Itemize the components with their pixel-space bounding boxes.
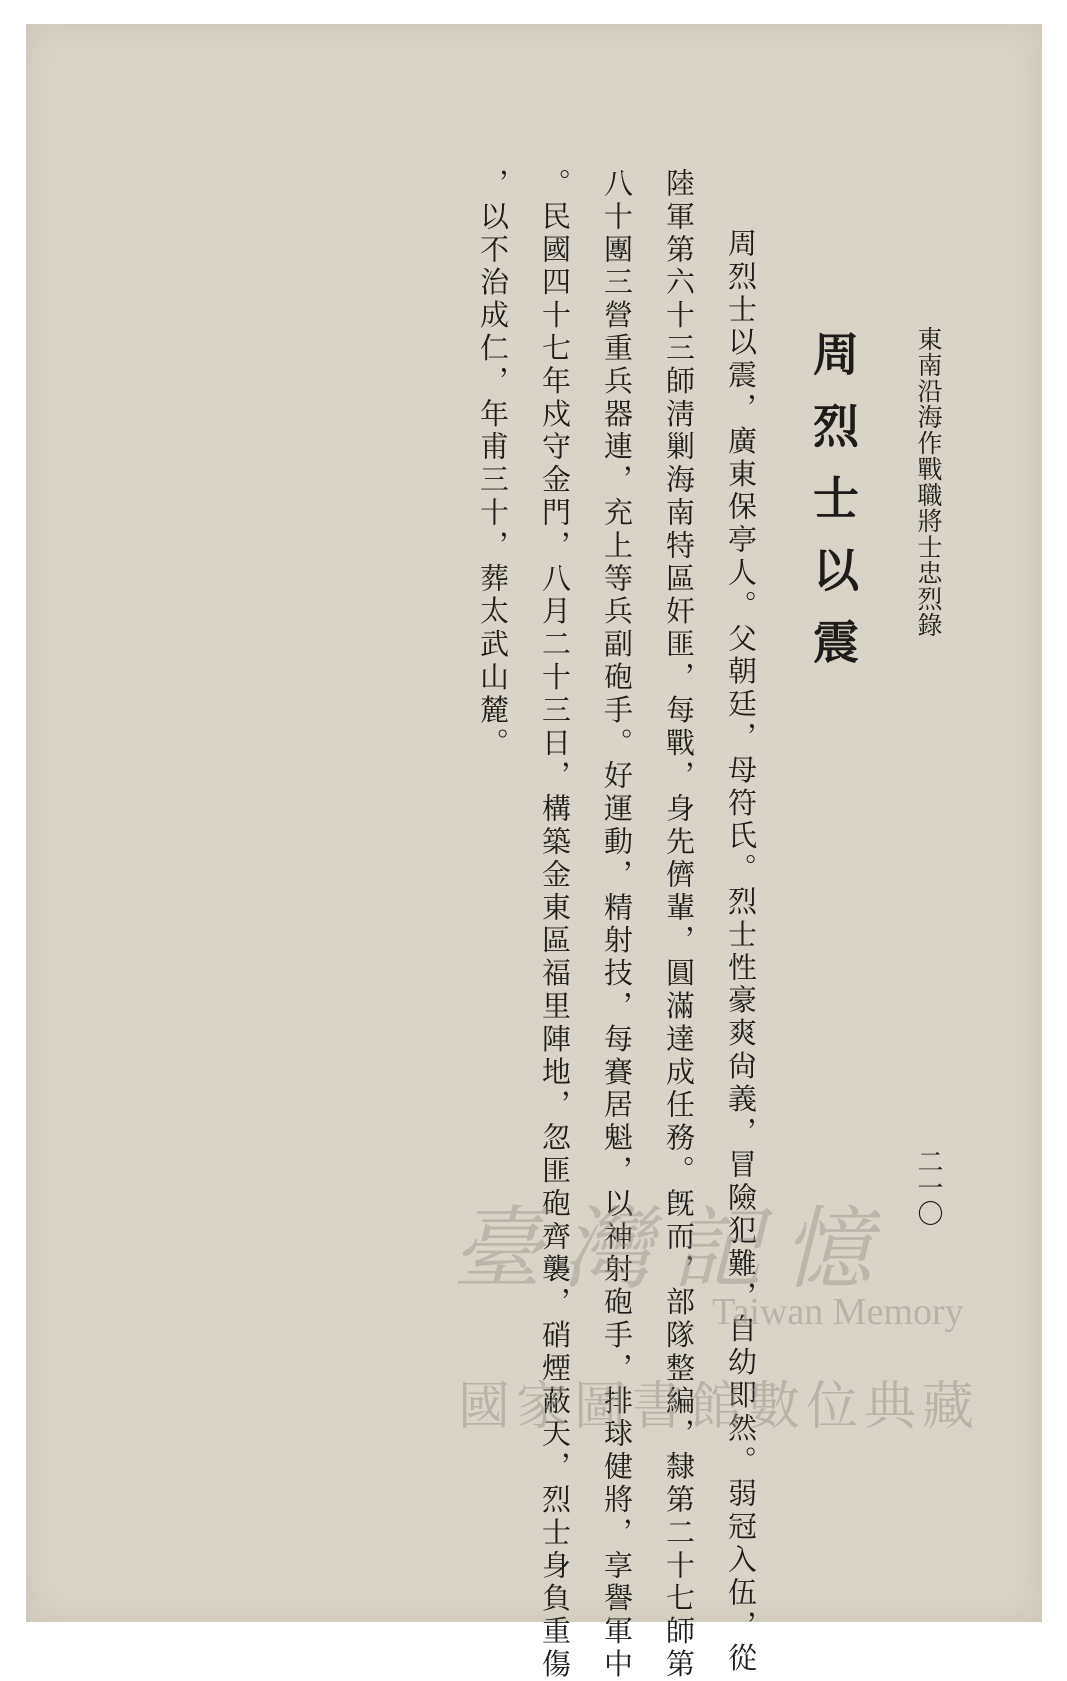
- body-column: 陸軍第六十三師淸剿海南特區奸匪，每戰，身先儕輩，圓滿達成任務。旣而，部隊整編，隸第二十七師第: [662, 168, 696, 1681]
- body-column: 。民國四十七年戍守金門，八月二十三日，構築金東區福里陣地，忽匪砲齊襲，硝煙蔽天，烈士身負重傷: [538, 168, 572, 1681]
- article-title: 周烈士以震: [806, 330, 860, 690]
- watermark-library: 國家圖書館數位典藏: [458, 1377, 981, 1437]
- body-column: 八十團三營重兵器連，充上等兵副砲手。好運動，精射技，每賽居魁，以神射砲手，排球健將，享譽軍中: [600, 168, 634, 1681]
- page-number: 二一〇: [913, 1148, 943, 1226]
- watermark-logo: 臺灣記憶: [452, 1197, 892, 1302]
- running-header: 東南沿海作戰職將士忠烈錄: [914, 326, 943, 638]
- watermark-english: Taiwan Memory: [712, 1291, 964, 1333]
- body-column: ，以不治成仁，年甫三十，葬太武山麓。: [476, 168, 510, 761]
- body-column: 周烈士以震，廣東保亭人。父朝廷，母符氏。烈士性豪爽尙義，冒險犯難，自幼即然。弱冠入伍，從: [724, 228, 758, 1676]
